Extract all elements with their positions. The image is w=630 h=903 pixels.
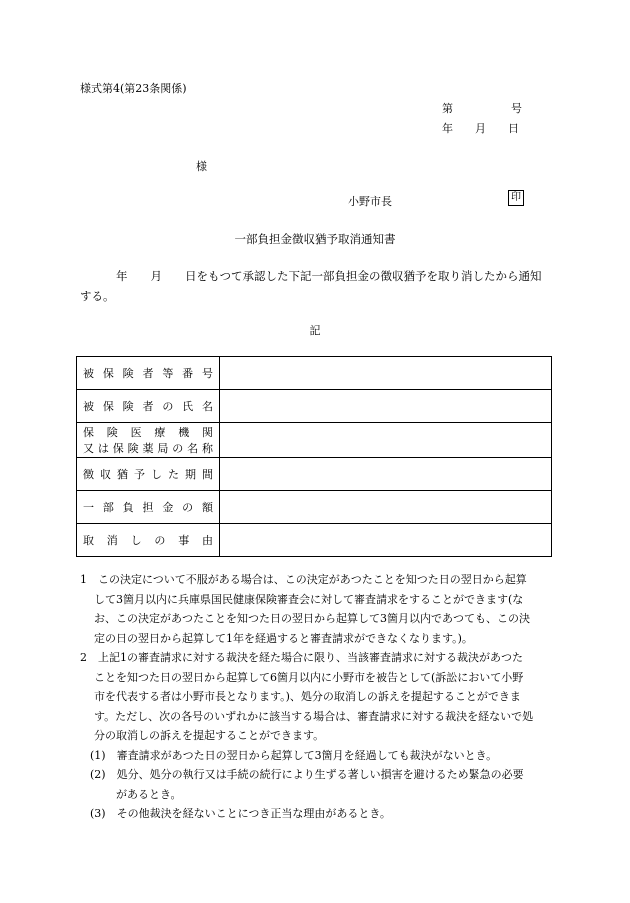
note-2-line: 市を代表する者は小野市長となります。)、処分の取消しの訴えを提起することができま	[94, 690, 521, 703]
row-value-insured-name	[220, 390, 552, 423]
date-day-label: 日	[508, 122, 519, 135]
document-number	[442, 100, 522, 116]
label-text: 一 部 負 担 金 の 額	[83, 501, 213, 514]
number-label-dai: 第	[442, 102, 453, 115]
sub-item-3: (3) その他裁決を経ないことにつき正当な理由があるとき。	[90, 807, 391, 820]
sub-item-2: (2) 処分、処分の執行又は手続の続行により生ずる著しい損害を避けるため緊急の必要	[90, 768, 524, 781]
body-line-1: 年 月 日をもつて承認した下記一部負担金の徴収猶予を取り消したから通知	[116, 269, 542, 283]
row-value-medical-institution	[220, 423, 552, 458]
note-2-line: 分の取消しの訴えを提起することができます。	[94, 729, 325, 742]
info-table	[76, 356, 552, 557]
row-label-copay-amount	[77, 491, 220, 524]
sub-item-1: (1) 審査請求があつた日の翌日から起算して3箇月を経過しても裁決がないとき。	[90, 748, 498, 762]
note-1-line: 1 この決定について不服がある場合は、この決定があつたことを知つた日の翌日から起算	[80, 573, 527, 586]
note-2-line: ことを知つた日の翌日から起算して6箇月以内に小野市を被告として(訴訟において小野	[94, 670, 524, 684]
body-line-2: する。	[80, 289, 115, 303]
row-label-insured-number	[77, 357, 220, 390]
issuer-name: 小野市長	[348, 195, 392, 208]
table-row	[77, 423, 552, 458]
date-year-label: 年	[442, 122, 453, 135]
document-title: 一部負担金徴収猶予取消通知書	[234, 232, 396, 246]
note-1-line: して3箇月以内に兵庫県国民健康保険審査会に対して審査請求をすることができます(な	[94, 592, 524, 606]
note-1-line: お、この決定があつたことを知つた日の翌日から起算して3箇月以内であつても、この決	[94, 612, 530, 625]
row-label-cancel-reason	[77, 524, 220, 557]
seal-mark: 印	[508, 190, 524, 206]
row-value-copay-amount	[220, 491, 552, 524]
form-reference: 様式第4(第23条関係)	[80, 82, 187, 95]
row-label-medical-institution	[77, 423, 220, 458]
sub-item-2-cont: があるとき。	[116, 787, 182, 801]
ki-heading: 記	[309, 324, 321, 337]
label-text: 保 険 医 療 機 関	[83, 426, 213, 439]
row-label-insured-name	[77, 390, 220, 423]
addressee-suffix: 様	[196, 160, 207, 173]
row-value-deferral-period	[220, 458, 552, 491]
note-2-line: す。ただし、次の各号のいずれかに該当する場合は、審査請求に対する裁決を経ないで処	[94, 709, 534, 723]
note-1-line: 定の日の翌日から起算して1年を経過すると審査請求ができなくなります。)。	[94, 631, 473, 645]
notes	[80, 570, 560, 824]
table-row	[77, 491, 552, 524]
date-month-label: 月	[475, 122, 486, 135]
label-text: 又 は 保 険 薬 局 の 名 称	[83, 442, 213, 455]
table-row	[77, 524, 552, 557]
table-row	[77, 357, 552, 390]
note-2	[80, 648, 560, 746]
label-text: 被 保 険 者 等 番 号	[83, 367, 213, 380]
row-label-deferral-period	[77, 458, 220, 491]
row-value-insured-number	[220, 357, 552, 390]
body-text	[80, 266, 552, 306]
label-text: 取 消 し の 事 由	[83, 534, 213, 547]
issue-date	[442, 120, 519, 136]
table-row	[77, 390, 552, 423]
label-text: 被 保 険 者 の 氏 名	[83, 400, 213, 413]
row-value-cancel-reason	[220, 524, 552, 557]
label-text: 徴 収 猶 予 し た 期 間	[83, 468, 213, 481]
table-row	[77, 458, 552, 491]
note-1	[80, 570, 560, 648]
note-2-line: 2 上記1の審査請求に対する裁決を経た場合に限り、当該審査請求に対する裁決があつた	[80, 651, 523, 664]
number-label-go: 号	[511, 102, 522, 115]
